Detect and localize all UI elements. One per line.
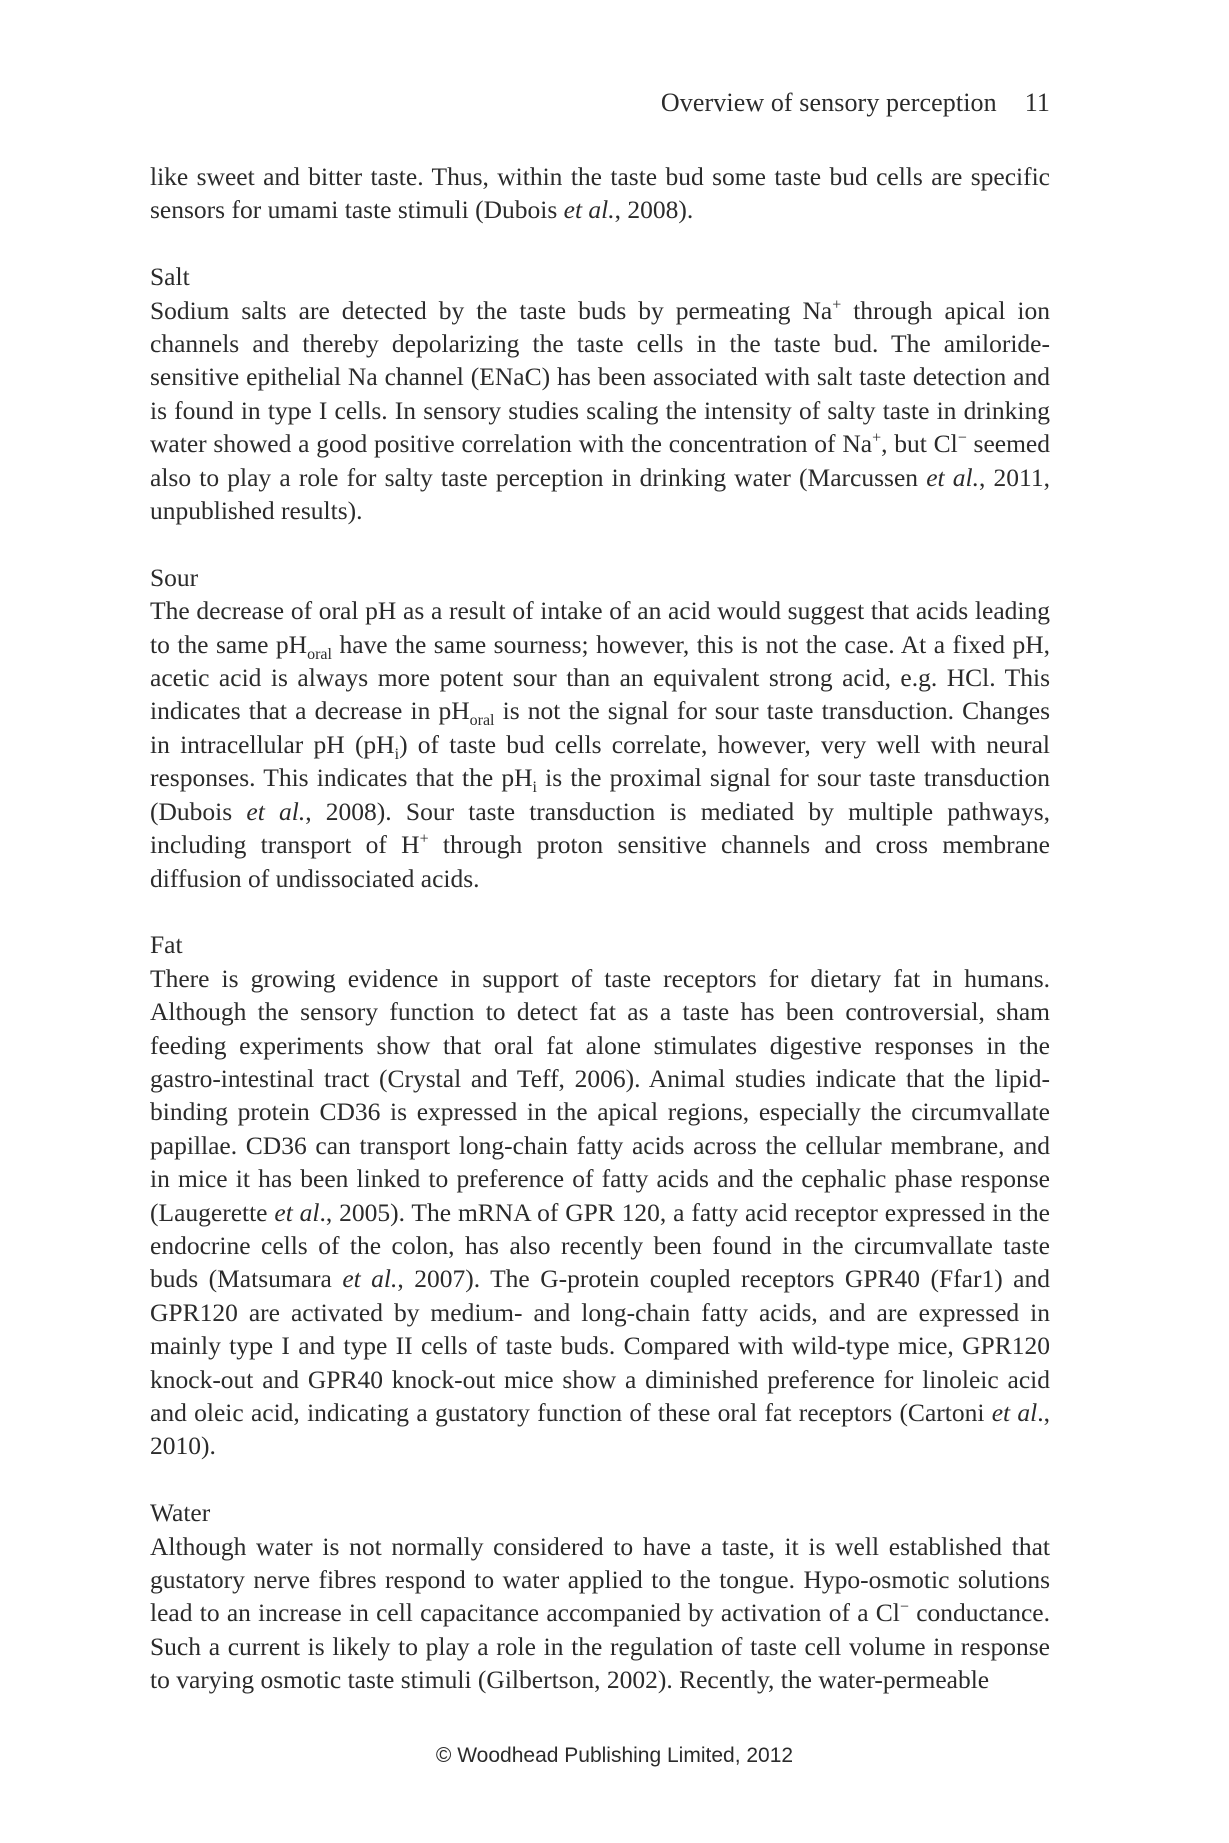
water-paragraph bbox=[150, 1530, 1050, 1697]
section-heading-fat: Fat bbox=[150, 930, 183, 960]
copyright-footer: © Woodhead Publishing Limited, 2012 bbox=[435, 1744, 794, 1767]
subscript: oral bbox=[307, 645, 332, 663]
text-run: ., 2010). bbox=[150, 1397, 1050, 1461]
running-head bbox=[150, 88, 1050, 118]
body-text bbox=[150, 160, 1050, 1697]
section-salt bbox=[150, 260, 1050, 527]
text-run: Although water is not normally considered to have a taste, it is well established that gustatory nerve fibres respond to water applied to the tongue. Hypo-osmotic solutions lead to an increase in cell capacitance accompanied by activation of a Cl bbox=[150, 1531, 1050, 1628]
fat-paragraph bbox=[150, 962, 1050, 1463]
text-run: ., 2005). The mRNA of GPR 120, a fatty acid receptor expressed in the endocrine cells of the colon, has also recently been found in the circumvallate taste buds (Matsumara bbox=[150, 1197, 1050, 1294]
text-run: The decrease of oral pH as a result of intake of an acid would suggest that acids leading to the same pH bbox=[150, 596, 1050, 659]
italic-run: et al bbox=[991, 1397, 1038, 1427]
section-heading-sour: Sour bbox=[150, 562, 199, 592]
subscript: i bbox=[532, 779, 537, 797]
text-run: , 2007). The G-protein coupled receptors GPR40 (Ffar1) and GPR120 are activated by medium- and long-chain fatty acids, and are expressed in mainly type I and type II cells of taste buds. Compared with wild-type mice, GPR120 knock-out and GPR40 knock-out mice show a diminished preference for linoleic acid and oleic acid, indicating a gustatory function of these oral fat receptors (Cartoni bbox=[150, 1264, 1050, 1427]
italic-run: et al. bbox=[926, 462, 979, 492]
text-run: is the proximal signal for sour taste transduction (Dubois bbox=[150, 763, 1050, 826]
superscript: − bbox=[899, 1598, 909, 1616]
italic-run: et al bbox=[274, 1197, 320, 1227]
section-heading-salt: Salt bbox=[150, 262, 190, 292]
salt-paragraph bbox=[150, 294, 1050, 528]
superscript: − bbox=[957, 429, 967, 447]
text-run: , 2008). Sour taste transduction is mediated by multiple pathways, including transport of H bbox=[150, 796, 1050, 860]
superscript: + bbox=[419, 830, 429, 848]
subscript: oral bbox=[469, 712, 495, 730]
text-run: seemed also to play a role for salty taste perception in drinking water (Marcussen bbox=[150, 429, 1050, 492]
text-run: , 2011, unpublished results). bbox=[150, 462, 1050, 526]
section-heading-water: Water bbox=[150, 1498, 211, 1528]
text-run: through apical ion channels and thereby depolarizing the taste cells in the taste bud. The amiloride-sensitive epithelial Na channel (ENaC) has been associated with salt taste detection and is found in type I cells. In sensory studies scaling the intensity of salty taste in drinking water showed a good positive correlation with the concentration of Na bbox=[150, 295, 1050, 459]
italic-run: et al. bbox=[342, 1264, 398, 1294]
text-run: like sweet and bitter taste. Thus, within the taste bud some taste bud cells are specific sensors for umami taste stimuli (Dubois bbox=[150, 162, 1050, 225]
sour-paragraph bbox=[150, 594, 1050, 895]
section-fat bbox=[150, 928, 1050, 1463]
superscript: + bbox=[872, 429, 882, 447]
text-run: conductance. Such a current is likely to play a role in the regulation of taste cell volume in response to varying osmotic taste stimuli (Gilbertson, 2002). Recently, the water-permeable bbox=[150, 1598, 1050, 1695]
text-run: is not the signal for sour taste transduction. Changes in intracellular pH (pH bbox=[150, 696, 1050, 759]
intro-paragraph bbox=[150, 160, 1050, 227]
subscript: i bbox=[394, 745, 400, 763]
page-number: 11 bbox=[1024, 88, 1050, 117]
text-run: Sodium salts are detected by the taste buds by permeating Na bbox=[150, 295, 833, 325]
text-run: , but Cl bbox=[881, 429, 958, 459]
text-run: ) of taste bud cells correlate, however, very well with neural responses. This indicates that the pH bbox=[150, 729, 1050, 793]
text-run: have the same sourness; however, this is not the case. At a fixed pH, acetic acid is always more potent sour than an equivalent strong acid, e.g. HCl. This indicates that a decrease in pH bbox=[150, 629, 1050, 726]
section-water bbox=[150, 1496, 1050, 1696]
italic-run: et al. bbox=[246, 796, 306, 826]
italic-run: et al. bbox=[563, 195, 615, 225]
superscript: + bbox=[832, 296, 842, 314]
text-run: , 2008). bbox=[614, 195, 694, 225]
section-sour bbox=[150, 561, 1050, 895]
text-run: through proton sensitive channels and cross membrane diffusion of undissociated acids. bbox=[150, 830, 1051, 893]
text-run: There is growing evidence in support of taste receptors for dietary fat in humans. Although the sensory function to detect fat as a taste has been controversial, sham feeding experiments show that oral fat alone stimulates digestive responses in the gastro-intestinal tract (Crystal and Teff, 2006). Animal studies indicate that the lipid-binding protein CD36 is expressed in the apical regions, especially the circumvallate papillae. CD36 can transport long-chain fatty acids across the cellular membrane, and in mice it has been linked to preference of fatty acids and the cephalic phase response (Laugerette bbox=[150, 963, 1050, 1227]
running-head-title: Overview of sensory perception bbox=[660, 88, 997, 117]
